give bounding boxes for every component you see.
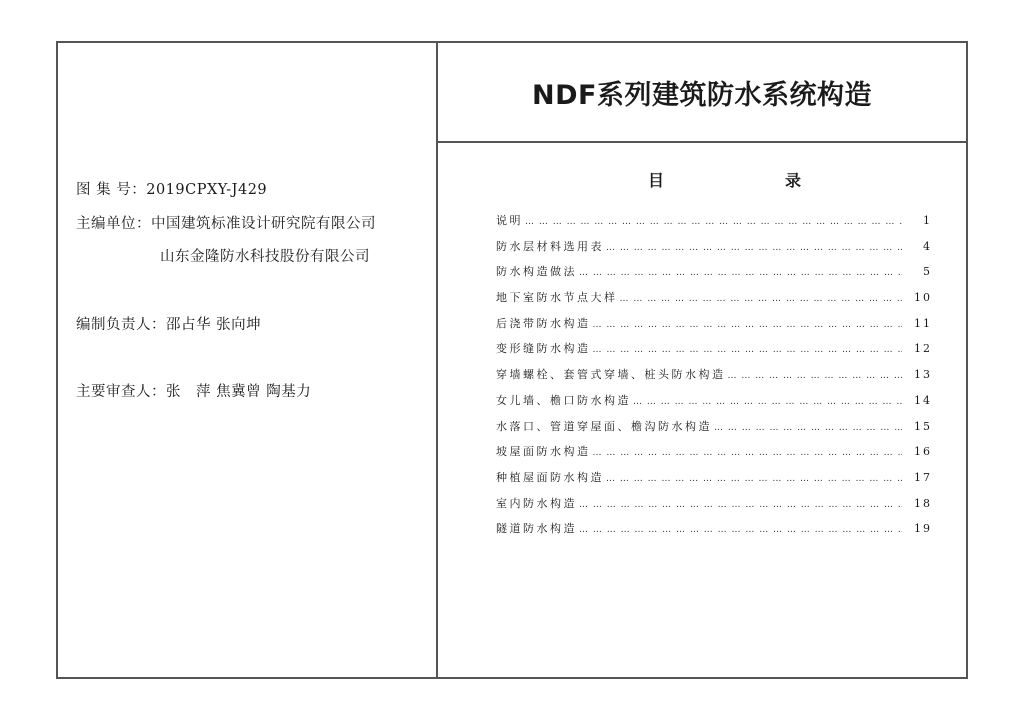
toc-leader-dots — [714, 423, 902, 433]
toc-entry-page: 12 — [914, 342, 932, 356]
toc-entry-page: 19 — [914, 522, 932, 536]
atlas-number-value: 2019CPXY-J429 — [146, 182, 268, 198]
toc-entry-label: 说明 — [496, 214, 523, 227]
toc-heading-left: 目 — [648, 171, 665, 190]
reviewers-label: 主要审查人： — [76, 384, 166, 400]
toc-entry-page: 13 — [914, 368, 932, 382]
toc-leader-dots — [633, 397, 902, 407]
reviewers-line — [76, 380, 311, 401]
toc-leader-dots — [579, 525, 902, 535]
toc-entry-page: 10 — [914, 291, 932, 305]
chief-editor-unit-1: 中国建筑标准设计研究院有限公司 — [151, 216, 376, 232]
toc-entry[interactable] — [496, 289, 932, 315]
chief-editor-line — [76, 212, 376, 233]
toc-leader-dots — [593, 345, 903, 355]
toc-entry[interactable] — [496, 443, 932, 469]
toc-entry-label: 后浇带防水构造 — [496, 316, 591, 330]
responsible-line — [76, 313, 261, 334]
atlas-number-label: 图 集 号： — [76, 182, 147, 198]
chief-editor-unit-2: 山东金隆防水科技股份有限公司 — [160, 249, 370, 265]
toc-entry[interactable] — [496, 340, 932, 366]
toc-entry-label: 防水构造做法 — [496, 265, 577, 279]
toc-leader-dots — [579, 500, 902, 510]
toc-entry[interactable] — [496, 469, 932, 495]
toc-entry[interactable] — [496, 238, 932, 264]
toc-entry-page: 4 — [923, 239, 932, 253]
toc-entry-page: 16 — [914, 445, 932, 459]
toc-entry-label: 变形缝防水构造 — [496, 342, 591, 356]
toc-entry-label: 防水层材料选用表 — [496, 239, 604, 253]
toc-leader-dots — [525, 217, 902, 227]
chief-editor-label: 主编单位： — [76, 216, 151, 232]
toc-entry-label: 水落口、管道穿屋面、檐沟防水构造 — [496, 419, 712, 433]
toc-entry[interactable] — [496, 418, 932, 444]
toc-entry-label: 隧道防水构造 — [496, 522, 577, 536]
reviewers-value: 张 萍 焦冀曾 陶基力 — [166, 384, 312, 400]
table-of-contents — [496, 212, 932, 546]
toc-entry[interactable] — [496, 520, 932, 546]
horizontal-divider — [436, 141, 968, 143]
toc-entry-label: 种植屋面防水构造 — [496, 470, 604, 484]
toc-entry-page: 14 — [914, 393, 932, 407]
toc-entry[interactable] — [496, 212, 932, 238]
toc-entry-label: 穿墙螺栓、套管式穿墙、桩头防水构造 — [496, 368, 726, 382]
responsible-value: 邵占华 张向坤 — [166, 317, 262, 333]
toc-entry-label: 地下室防水节点大样 — [496, 291, 618, 305]
atlas-number-line — [76, 178, 267, 199]
toc-entry[interactable] — [496, 495, 932, 521]
toc-leader-dots — [620, 294, 903, 304]
toc-entry[interactable] — [496, 263, 932, 289]
toc-entry-page: 17 — [914, 470, 932, 484]
toc-leader-dots — [593, 320, 903, 330]
document-title: NDF系列建筑防水系统构造 — [532, 79, 872, 111]
toc-entry-page: 15 — [914, 419, 932, 433]
toc-entry-label: 坡屋面防水构造 — [496, 445, 591, 459]
toc-entry[interactable] — [496, 366, 932, 392]
toc-entry-page: 1 — [923, 214, 932, 227]
toc-entry-label: 室内防水构造 — [496, 496, 577, 510]
toc-leader-dots — [579, 268, 902, 278]
toc-entry[interactable] — [496, 315, 932, 341]
toc-entry-label: 女儿墙、檐口防水构造 — [496, 393, 631, 407]
responsible-label: 编制负责人： — [76, 317, 166, 333]
toc-heading-right: 录 — [785, 171, 802, 190]
toc-leader-dots — [593, 448, 903, 458]
toc-leader-dots — [606, 474, 902, 484]
toc-leader-dots — [606, 243, 902, 253]
toc-entry-page: 18 — [914, 496, 932, 510]
toc-entry-page: 11 — [914, 316, 932, 330]
toc-entry[interactable] — [496, 392, 932, 418]
toc-entry-page: 5 — [923, 265, 932, 279]
toc-leader-dots — [728, 371, 903, 381]
